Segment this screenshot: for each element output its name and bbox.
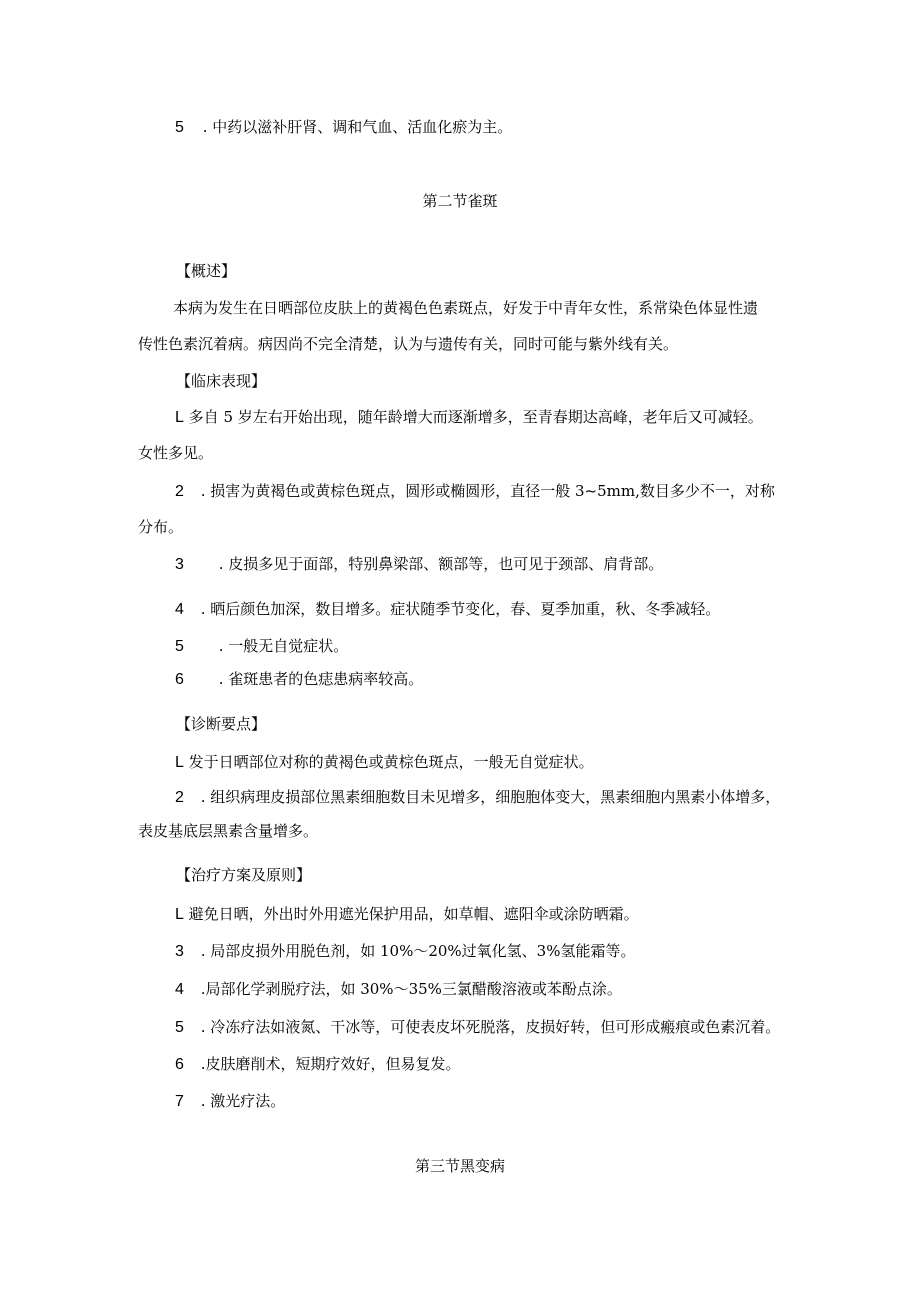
item-number: 2 bbox=[175, 789, 184, 806]
treatment-item-7 bbox=[175, 1090, 285, 1113]
clinical-item-6 bbox=[175, 668, 423, 691]
diagnosis-item-1 bbox=[175, 751, 594, 774]
item-number: L bbox=[175, 754, 184, 771]
clinical-item-5 bbox=[175, 635, 348, 658]
item-text: . 损害为黄褐色或黄棕色斑点，圆形或椭圆形，直径一般 3~5mm,数目多少不一，对称 bbox=[200, 482, 775, 500]
item-text: . 局部皮损外用脱色剂，如 10%～20%过氧化氢、3%氢能霜等。 bbox=[200, 942, 636, 960]
item-text: 多自 5 岁左右开始出现，随年龄增大而逐渐增多，至青春期达高峰，老年后又可减轻。 bbox=[183, 408, 763, 426]
item-text: .皮肤磨削术，短期疗效好，但易复发。 bbox=[200, 1055, 461, 1073]
treatment-item-6 bbox=[175, 1053, 460, 1076]
treatment-item-1 bbox=[175, 903, 639, 926]
item-number: 2 bbox=[175, 483, 184, 500]
overview-paragraph-line-2: 传性色素沉着病。病因尚不完全清楚，认为与遗传有关，同时可能与紫外线有关。 bbox=[138, 335, 679, 353]
clinical-item-2 bbox=[175, 480, 775, 503]
item-text: . 晒后颜色加深，数目增多。症状随季节变化，春、夏季加重，秋、冬季减轻。 bbox=[200, 600, 721, 618]
prev-item-5 bbox=[175, 116, 512, 139]
clinical-item-2-continued: 分布。 bbox=[138, 518, 184, 536]
treatment-item-5 bbox=[175, 1016, 780, 1039]
item-number: 3 bbox=[175, 556, 184, 573]
item-number: 5 bbox=[175, 638, 184, 655]
item-number: 7 bbox=[175, 1093, 184, 1110]
item-text: 发于日晒部位对称的黄褐色或黄棕色斑点，一般无自觉症状。 bbox=[183, 753, 594, 771]
treatment-item-3 bbox=[175, 940, 635, 963]
diagnosis-item-2-continued: 表皮基底层黑素含量增多。 bbox=[138, 822, 319, 840]
diagnosis-item-2 bbox=[175, 786, 780, 809]
item-text: . 皮损多见于面部，特别鼻梁部、额部等，也可见于颈部、肩背部。 bbox=[218, 555, 664, 573]
item-text: . 激光疗法。 bbox=[200, 1092, 286, 1110]
clinical-label: 【临床表现】 bbox=[176, 372, 267, 390]
treatment-item-4 bbox=[175, 978, 622, 1001]
item-text: . 组织病理皮损部位黑素细胞数目未见增多，细胞胞体变大，黑素细胞内黑素小体增多， bbox=[200, 788, 781, 806]
overview-label: 【概述】 bbox=[176, 262, 237, 280]
section-title: 第二节雀斑 bbox=[422, 192, 498, 210]
item-text: . 雀斑患者的色痣患病率较高。 bbox=[218, 670, 424, 688]
item-text: 避免日晒，外出时外用遮光保护用品，如草帽、遮阳伞或涂防晒霜。 bbox=[183, 905, 639, 923]
item-number: L bbox=[175, 409, 184, 426]
item-number: 5 bbox=[175, 119, 184, 136]
item-number: 3 bbox=[175, 943, 184, 960]
treatment-label: 【治疗方案及原则】 bbox=[176, 866, 312, 884]
diagnosis-label: 【诊断要点】 bbox=[176, 715, 267, 733]
item-number: L bbox=[175, 906, 184, 923]
item-text: . 冷冻疗法如液氮、干冰等，可使表皮坏死脱落，皮损好转，但可形成瘢痕或色素沉着。 bbox=[200, 1018, 781, 1036]
overview-paragraph-line-1: 本病为发生在日晒部位皮肤上的黄褐色色素斑点，好发于中青年女性，系常染色体显性遗 bbox=[173, 299, 759, 317]
item-text: . 一般无自觉症状。 bbox=[218, 637, 349, 655]
clinical-item-1 bbox=[175, 406, 763, 429]
item-number: 6 bbox=[175, 671, 184, 688]
item-number: 4 bbox=[175, 601, 184, 618]
item-text: .局部化学剥脱疗法，如 30%～35%三氯醋酸溶液或苯酚点涂。 bbox=[200, 980, 622, 998]
item-number: 6 bbox=[175, 1056, 184, 1073]
item-number: 5 bbox=[175, 1019, 184, 1036]
clinical-item-1-continued: 女性多见。 bbox=[138, 444, 214, 462]
item-number: 4 bbox=[175, 981, 184, 998]
clinical-item-3 bbox=[175, 553, 663, 576]
next-section-title: 第三节黑变病 bbox=[414, 1157, 505, 1175]
item-text: . 中药以滋补肝肾、调和气血、活血化瘀为主。 bbox=[202, 118, 513, 136]
clinical-item-4 bbox=[175, 598, 720, 621]
